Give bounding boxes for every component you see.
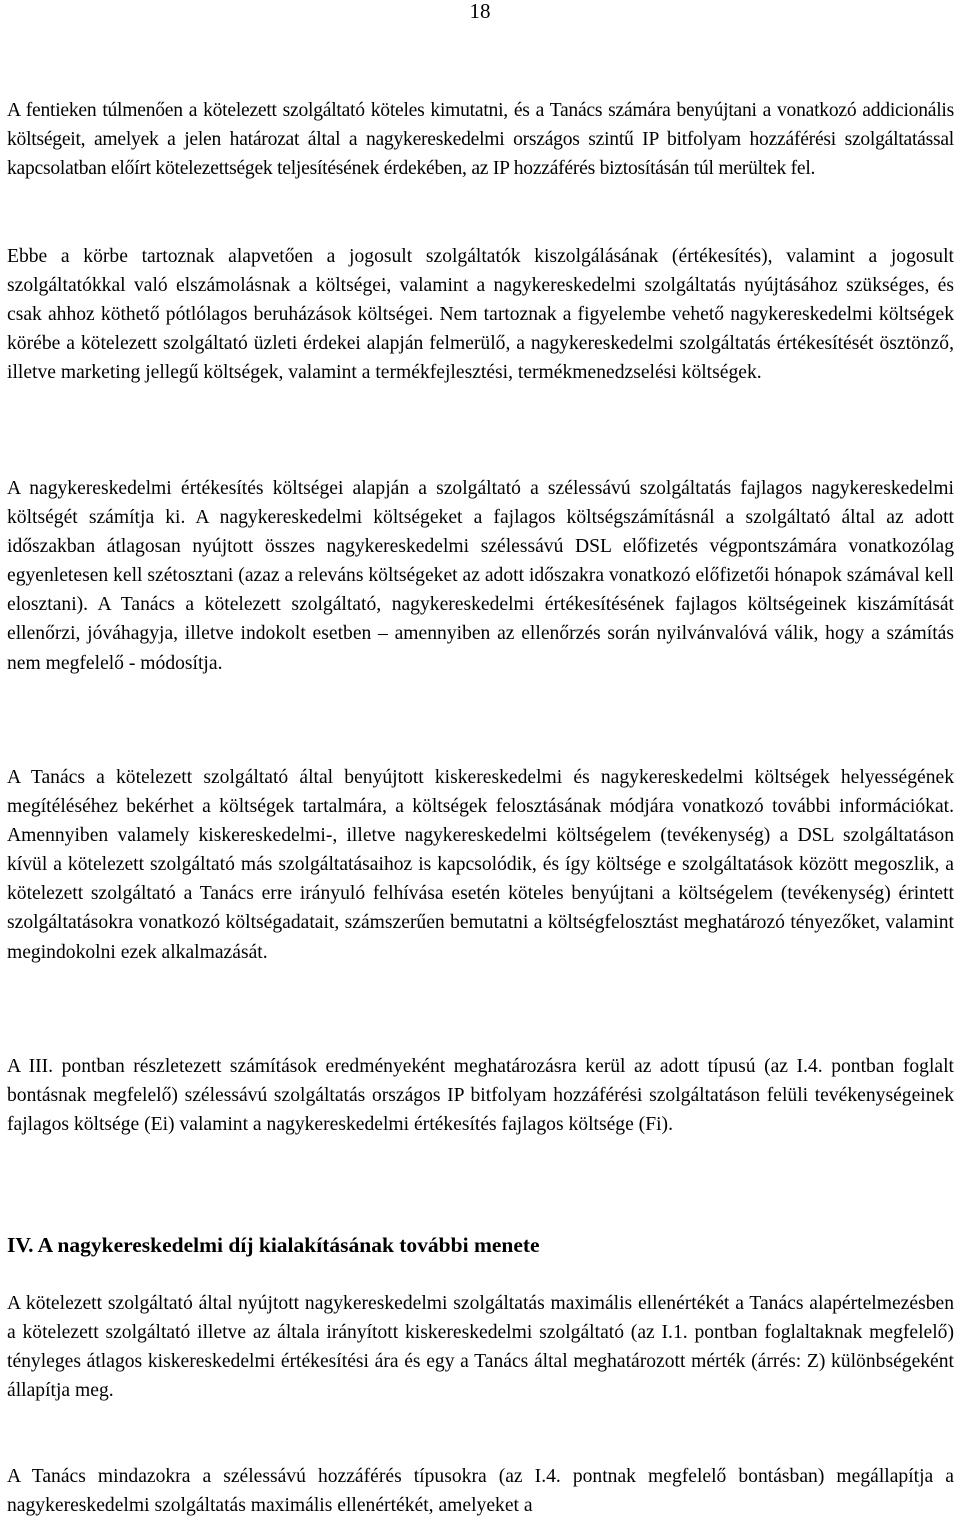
section-heading: IV. A nagykereskedelmi díj kialakításának további menete	[7, 1233, 540, 1257]
paragraph-unit-cost-calculation: A nagykereskedelmi értékesítés költségei alapján a szolgáltató a szélessávú szolgáltatás fajlagos nagykereskedelmi költségét számítja ki. A nagykereskedelmi költségeket a fajlagos költségszámításnál a szolgáltató által az adott időszakban átlagosan nyújtott összes nagykereskedelmi szélessávú DSL előfizetés végpontszámára vonatkozólag egyenletesen kell szétosztani (azaz a releváns költségeket az adott időszakra vonatkozó előfizetői hónapok számával kell elosztani). A Tanács a kötelezett szolgáltató, nagykereskedelmi értékesítésének fajlagos költségeinek kiszámítását ellenőrzi, jóváhagyja, illetve indokolt esetben – amennyiben az ellenőrzés során nyilvánvalóvá válik, hogy a számítás nem megfelelő - módosítja.	[7, 478, 954, 674]
paragraph-additional-costs: A fentieken túlmenően a kötelezett szolgáltató köteles kimutatni, és a Tanács számára benyújtani a vonatkozó addicionális költségeit, amelyek a jelen határozat által a nagykereskedelmi országos szintű IP bitfolyam hozzáférési szolgáltatással kapcsolatban előírt kötelezettségek teljesítésének érdekében, az IP hozzáférés biztosításán túl merültek fel.	[7, 100, 954, 180]
page-number: 18	[469, 0, 491, 23]
paragraph-max-price: A kötelezett szolgáltató által nyújtott nagykereskedelmi szolgáltatás maximális ellenértékét a Tanács alapértelmezésben a kötelezett szolgáltató illetve az általa irányított kiskereskedelmi szolgáltató (az I.1. pontban foglaltaknak megfelelő) tényleges átlagos kiskereskedelmi értékesítési ára és egy a Tanács által meghatározott mérték (árrés: Z) különbségeként állapítja meg.	[7, 1293, 954, 1402]
paragraph-calculation-results: A III. pontban részletezett számítások eredményeként meghatározásra kerül az adott típusú (az I.4. pontban foglalt bontásnak megfelelő) szélessávú szolgáltatás országos IP bitfolyam hozzáférési szolgáltatáson felüli tevékenységeinek fajlagos költsége (Ei) valamint a nagykereskedelmi értékesítés fajlagos költsége (Fi).	[7, 1056, 954, 1136]
paragraph-access-types: A Tanács mindazokra a szélessávú hozzáférés típusokra (az I.4. pontnak megfelelő bontásban) megállapítja a nagykereskedelmi szolgáltatás maximális ellenértékét, amelyeket a	[7, 1466, 954, 1517]
paragraph-cost-scope: Ebbe a körbe tartoznak alapvetően a jogosult szolgáltatók kiszolgálásának (értékesítés), valamint a jogosult szolgáltatókkal való elszámolásnak a költségei, valamint a nagykereskedelmi szolgáltatás nyújtásához szükséges, és csak ahhoz köthető pótlólagos beruházások költségei. Nem tartoznak a figyelembe vehető nagykereskedelmi költségek körébe a kötelezett szolgáltató üzleti érdekei alapján felmerülő, a nagykereskedelmi szolgáltatás értékesítését ösztönző, illetve marketing jellegű költségek, valamint a termékfejlesztési, termékmenedzselési költségek.	[7, 246, 954, 384]
paragraph-cost-verification: A Tanács a kötelezett szolgáltató által benyújtott kiskereskedelmi és nagykereskedelmi költségek helyességének megítéléséhez bekérhet a költségek tartalmára, a költségek felosztásának módjára vonatkozó további információkat. Amennyiben valamely kiskereskedelmi-, illetve nagykereskedelmi költségelem (tevékenység) a DSL szolgáltatáson kívül a kötelezett szolgáltató más szolgáltatásaihoz is kapcsolódik, és így költsége e szolgáltatások között megoszlik, a kötelezett szolgáltató a Tanács erre irányuló felhívása esetén köteles benyújtani a költségelem (tevékenység) érintett szolgáltatásokra vonatkozó költségadatait, számszerűen bemutatni a költségfelosztást meghatározó tényezőket, valamint megindokolni ezek alkalmazását.	[7, 767, 954, 963]
